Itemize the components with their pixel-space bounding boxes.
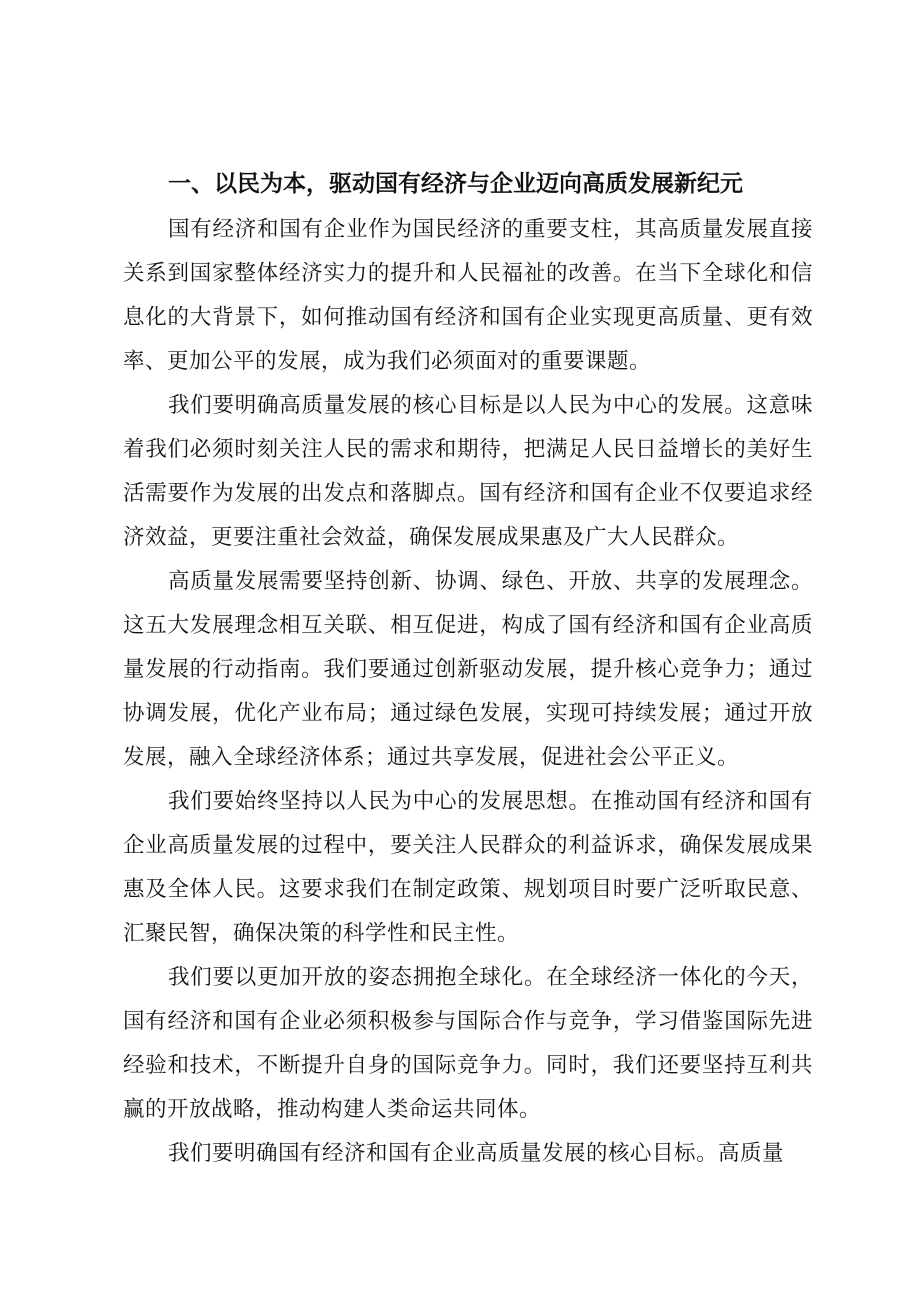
- paragraph-6: 我们要明确国有经济和国有企业高质量发展的核心目标。高质量: [168, 1141, 785, 1166]
- paragraph-3: 高质量发展需要坚持创新、协调、绿色、开放、共享的发展理念。这五大发展理念相互关联、相互促进，构成了国有经济和国有企业高质量发展的行动指南。我们要通过创新驱动发展，提升核心竞争力；通过协调发展，优化产业布局；通过绿色发展，实现可持续发展；通过开放发展，融入全球经济体系；通过共享发展，促进社会公平正义。: [123, 569, 813, 770]
- body-text: [123, 208, 813, 1176]
- paragraph-2: 我们要明确高质量发展的核心目标是以人民为中心的发展。这意味着我们必须时刻关注人民的需求和期待，把满足人民日益增长的美好生活需要作为发展的出发点和落脚点。国有经济和国有企业不仅要追求经济效益，更要注重社会效益，确保发展成果惠及广大人民群众。: [123, 393, 813, 550]
- paragraph-5: 我们要以更加开放的姿态拥抱全球化。在全球经济一体化的今天，国有经济和国有企业必须积极参与国际合作与竞争，学习借鉴国际先进经验和技术，不断提升自身的国际竞争力。同时，我们还要坚持互利共赢的开放战略，推动构建人类命运共同体。: [123, 965, 813, 1122]
- paragraph-1: 国有经济和国有企业作为国民经济的重要支柱，其高质量发展直接关系到国家整体经济实力的提升和人民福祉的改善。在当下全球化和信息化的大背景下，如何推动国有经济和国有企业实现更高质量、更有效率、更加公平的发展，成为我们必须面对的重要课题。: [123, 217, 813, 374]
- section-heading: 一、以民为本，驱动国有经济与企业迈向高质发展新纪元: [168, 171, 743, 197]
- paragraph-4: 我们要始终坚持以人民为中心的发展思想。在推动国有经济和国有企业高质量发展的过程中，要关注人民群众的利益诉求，确保发展成果惠及全体人民。这要求我们在制定政策、规划项目时要广泛听取民意、汇聚民智，确保决策的科学性和民主性。: [123, 789, 813, 946]
